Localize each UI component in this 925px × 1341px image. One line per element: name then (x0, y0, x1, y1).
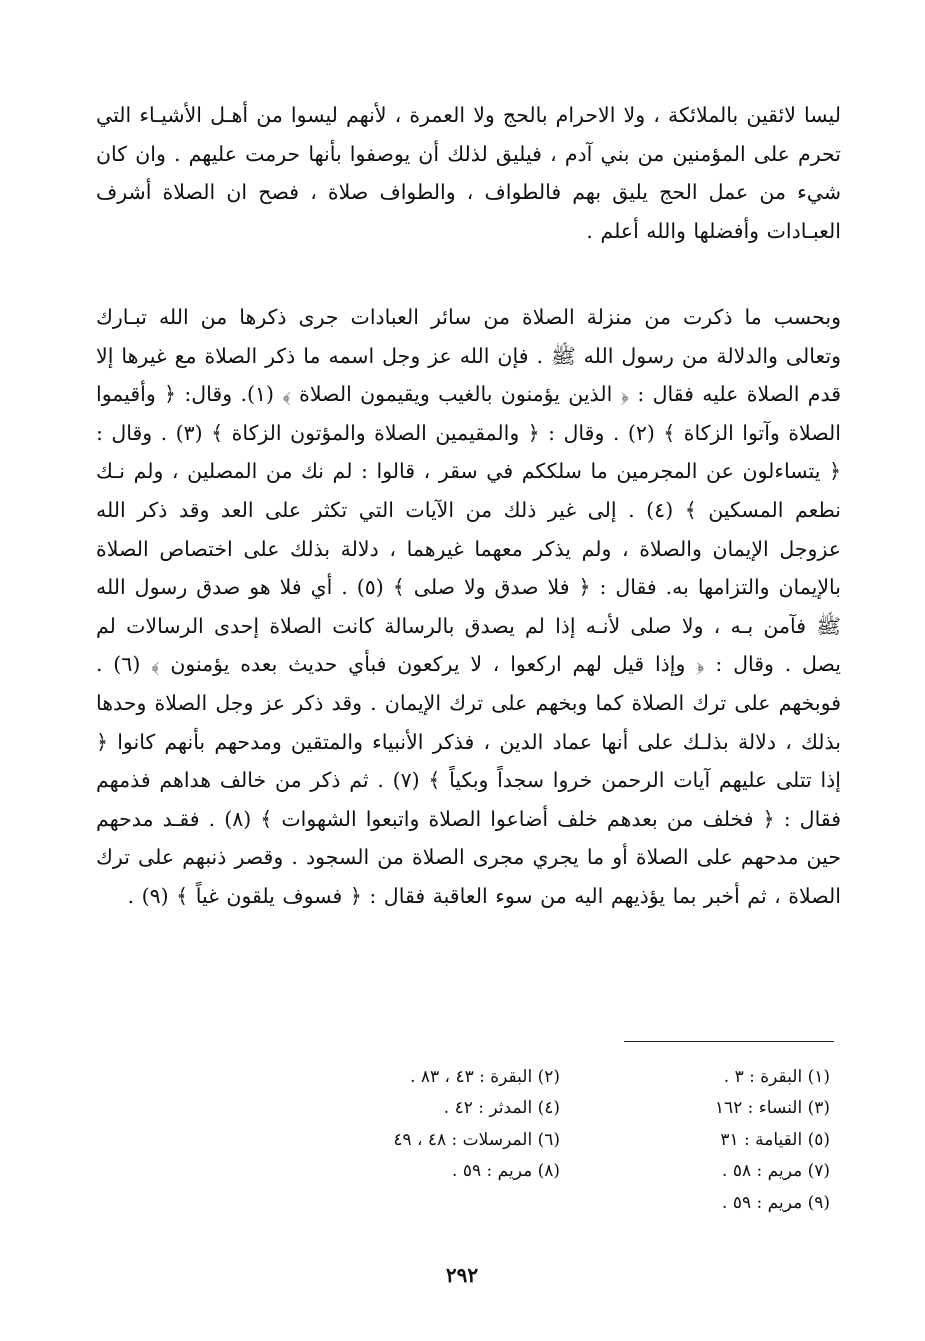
footnote-7: (٧) مريم : ٥٨ . (722, 1161, 830, 1181)
footnotes (340, 1062, 830, 1242)
footnote-5: (٥) القيامة : ٣١ (720, 1130, 830, 1150)
paragraph-text: ليسا لائقين بالملائكة ، ولا الاحرام بالحج ولا العمرة ، لأنهم ليسوا من أهـل الأشيـاء التي تحرم على المؤمنين من بني آدم ، فيليق لذلك أن يوصفوا بأنها حرمت عليهم . وان كان شيء من عمل الحج يليق بهم فالطواف ، والطواف صلاة ، فصح ان الصلاة أشرف العبـادات وأفضلها والله أعلم . (96, 103, 841, 243)
page-number: ٢٩٢ (445, 1263, 479, 1287)
footnote-9: (٩) مريم : ٥٩ . (722, 1193, 830, 1213)
footnote-1: (١) البقرة : ٣ . (723, 1067, 830, 1087)
paragraph-1 (96, 96, 841, 250)
paragraph-text: وبحسب ما ذكرت من منزلة الصلاة من سائر العبادات جرى ذكرها من الله تبـارك وتعالى والدلالة من رسول الله ﷺ . فإن الله عز وجل اسمه ما ذكر الصلاة مع غيرها إلا قدم الصلاة عليه فقال : ﴿ الذين يؤمنون بالغيب ويقيمون الصلاة ﴾ (١). وقال: ﴿ وأقيموا الصلاة وآتوا الزكاة ﴾ (٢) . وقال : ﴿ والمقيمين الصلاة والمؤتون الزكاة ﴾ (٣) . وقال : ﴿ يتساءلون عن المجرمين ما سلككم في سقر ، قالوا : لم نك من المصلين ، ولم نـك نطعم المسكين ﴾ (٤) . إلى غير ذلك من الآيات التي تكثر على العد وقد ذكر الله عزوجل الإيمان والصلاة ، ولم يذكر معهما غيرهما ، دلالة بذلك على اختصاص الصلاة بالإيمان والتزامها به. فقال : ﴿ فلا صدق ولا صلى ﴾ (٥) . أي فلا هو صدق رسول الله ﷺ فآمن بـه ، ولا صلى لأنـه إذا لم يصدق بالرسالة كانت الصلاة إحدى الرسالات لم يصل . وقال : ﴿ وإذا قيل لهم اركعوا ، لا يركعون فبأي حديث بعده يؤمنون ﴾ (٦) . فوبخهم على ترك الصلاة كما وبخهم على ترك الإيمان . وقد ذكر عز وجل الصلاة وحدها بذلك ، دلالة بذلـك على أنها عماد الدين ، فذكر الأنبياء والمتقين ومدحهم بأنهم كانوا ﴿ إذا تتلى عليهم آيات الرحمن خروا سجداً وبكياً ﴾ (٧) . ثم ذكر من خالف هداهم فذمهم فقال : ﴿ فخلف من بعدهم خلف أضاعوا الصلاة واتبعوا الشهوات ﴾ (٨) . فقـد مدحهم حين مدحهم على الصلاة أو ما يجري مجرى الصلاة من السجود . وقصر ذنبهم على ترك الصلاة ، ثم أخبر بما يؤذيهم اليه من سوء العاقبة فقال : ﴿ فسوف يلقون غياً ﴾ (٩) . (96, 305, 842, 908)
footnote-8: (٨) مريم : ٥٩ . (452, 1161, 560, 1181)
paragraph-2 (96, 298, 841, 916)
footnote-6: (٦) المرسلات : ٤٨ ، ٤٩ (393, 1130, 560, 1150)
footnote-2: (٢) البقرة : ٤٣ ، ٨٣ . (410, 1067, 560, 1087)
footnote-divider (624, 1041, 834, 1042)
footnote-3: (٣) النساء : ١٦٢ (714, 1098, 830, 1118)
footnote-4: (٤) المدثر : ٤٢ . (443, 1098, 560, 1118)
